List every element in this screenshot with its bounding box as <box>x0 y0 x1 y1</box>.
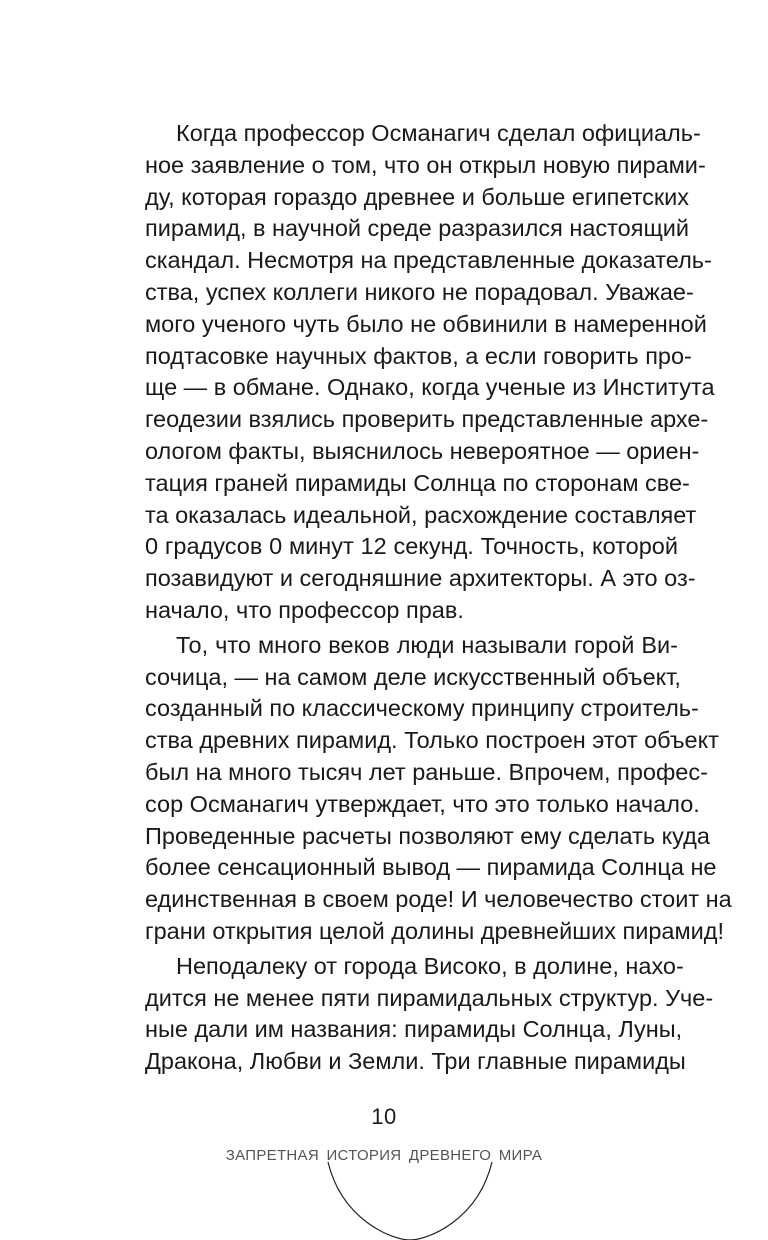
text-line: ное заявление о том, что он открыл новую пирами- <box>145 151 706 178</box>
text-line: созданный по классическому принципу строитель- <box>145 695 699 722</box>
text-line: Дракона, Любви и Земли. Три главные пирамиды <box>145 1048 686 1075</box>
text-line: та оказалась идеальной, расхождение составляет <box>145 501 697 528</box>
text-line: ологом факты, выяснилось невероятное — ориен- <box>145 437 700 464</box>
paragraph-1 <box>145 118 715 627</box>
decorative-arc <box>322 1160 498 1240</box>
text-line: ства древних пирамид. Только построен этот объект <box>145 727 719 754</box>
text-line: тация граней пирамиды Солнца по сторонам све- <box>145 469 690 496</box>
text-line: скандал. Несмотря на представленные доказатель- <box>145 247 712 274</box>
body-text <box>145 118 732 1078</box>
paragraph-2 <box>145 630 732 948</box>
paragraph-3 <box>145 951 714 1078</box>
text-line: геодезии взялись проверить представленные архе- <box>145 406 709 433</box>
text-line: дится не менее пяти пирамидальных структур. Уче- <box>145 984 714 1011</box>
text-line: ще — в обмане. Однако, когда ученые из Института <box>145 374 715 401</box>
running-title: ЗАПРЕТНАЯ ИСТОРИЯ ДРЕВНЕГО МИРА <box>225 1147 543 1164</box>
text-line: мого ученого чуть было не обвинили в намеренной <box>145 310 707 337</box>
text-line: Когда профессор Османагич сделал официаль- <box>176 120 701 146</box>
text-line: был на много тысяч лет раньше. Впрочем, профес- <box>145 758 708 785</box>
text-line: ства, успех коллеги никого не порадовал. Уважае- <box>145 278 694 305</box>
text-line: 0 градусов 0 минут 12 секунд. Точность, которой <box>145 533 678 560</box>
text-line: более сенсационный вывод — пирамида Солнца не <box>145 854 717 881</box>
text-line: То, что много веков люди называли горой Ви- <box>176 631 678 658</box>
text-line: ду, которая гораздо древнее и больше египетских <box>145 183 690 210</box>
text-line: позавидуют и сегодняшние архитекторы. А это оз- <box>145 565 696 592</box>
page-number: 10 <box>371 1104 397 1129</box>
text-line: ные дали им названия: пирамиды Солнца, Луны, <box>145 1016 683 1043</box>
text-line: единственная в своем роде! И человечество стоит на <box>145 886 732 913</box>
text-line: сор Османагич утверждает, что это только начало. <box>145 790 700 817</box>
text-line: начало, что профессор прав. <box>145 596 464 623</box>
text-line: Неподалеку от города Високо, в долине, нахо- <box>176 952 684 979</box>
text-line: грани открытия целой долины древнейших пирамид! <box>145 917 725 944</box>
text-line: пирамид, в научной среде разразился настоящий <box>145 215 690 242</box>
text-line: сочица, — на самом деле искусственный объект, <box>145 663 681 690</box>
text-line: подтасовке научных фактов, а если говорить про- <box>145 342 692 369</box>
text-line: Проведенные расчеты позволяют ему сделать куда <box>145 822 710 849</box>
